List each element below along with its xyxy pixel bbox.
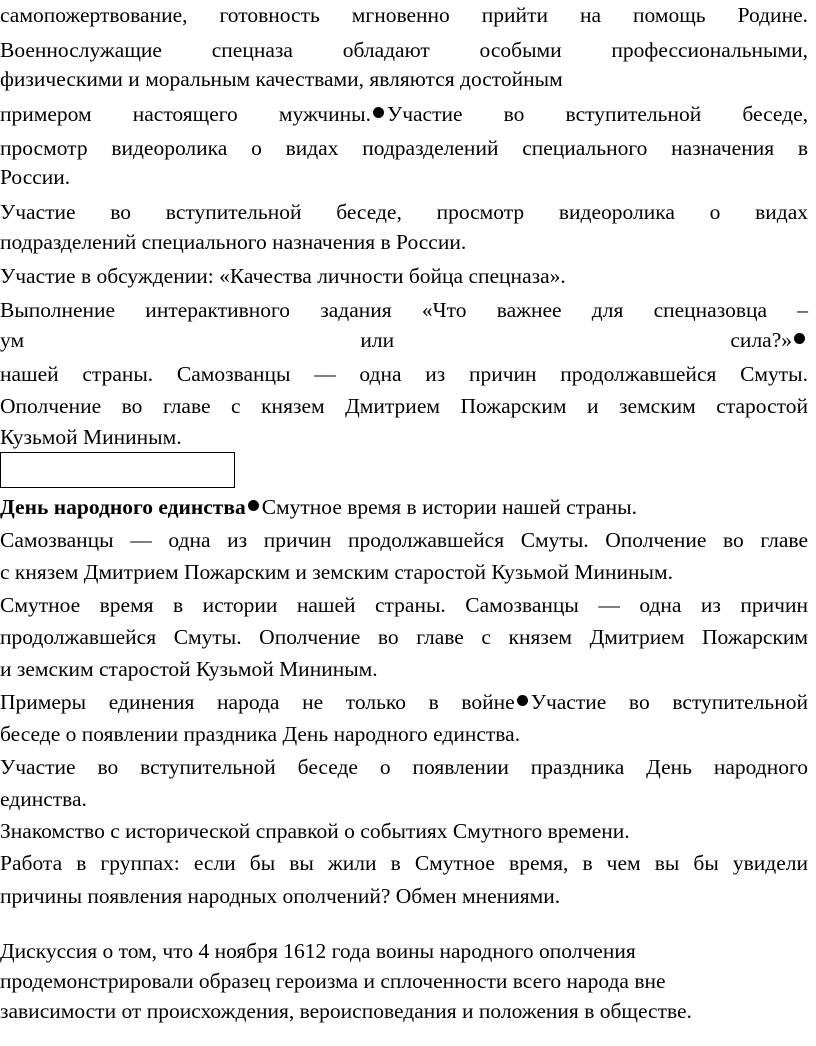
text-fragment: Смутное время в истории нашей страны. [261, 495, 637, 519]
text-line: причины появления народных ополчений? Обмен мнениями. [0, 884, 561, 908]
text-line: Участие в обсуждении: «Качества личности бойца спецназа». [0, 264, 566, 288]
text-line: продемонстрировали образец героизма и сплоченности всего народа вне [0, 969, 666, 993]
text-line: Участие во вступительной беседе, просмотр видеоролика о видах [0, 200, 808, 224]
text-fragment: или [360, 328, 395, 352]
bullet-icon [517, 695, 528, 706]
text-line [0, 326, 808, 354]
text-line: Кузьмой Мининым. [0, 425, 182, 449]
text-line: нашей страны. Самозванцы — одна из причин продолжавшейся Смуты. [0, 362, 808, 386]
text-line: Выполнение интерактивного задания «Что важнее для спецназовца – [0, 298, 808, 322]
text-line [0, 688, 808, 716]
text-line: и земским старостой Кузьмой Мининым. [0, 657, 378, 681]
text-line: России. [0, 165, 71, 189]
text-line: с князем Дмитрием Пожарским и земским старостой Кузьмой Мининым. [0, 560, 673, 584]
text-line: подразделений специального назначения в России. [0, 230, 467, 254]
text-line: беседе о появлении праздника День народного единства. [0, 722, 521, 746]
text-line: продолжавшейся Смуты. Ополчение во главе с князем Дмитрием Пожарским [0, 625, 808, 649]
text-line [0, 100, 808, 128]
text-fragment: Участие во вступительной [530, 690, 809, 714]
bullet-icon [794, 333, 805, 344]
text-line: Знакомство с исторической справкой о событиях Смутного времени. [0, 819, 630, 843]
text-line: Самозванцы — одна из причин продолжавшейся Смуты. Ополчение во главе [0, 528, 808, 552]
text-fragment-end: сила?» [730, 328, 808, 352]
bullet-icon [248, 500, 259, 511]
text-fragment: примером настоящего мужчины. [0, 102, 371, 126]
text-line: физическими и моральным качествами, являются достойным [0, 67, 563, 91]
text-line: самопожертвование, готовность мгновенно прийти на помощь Родине. [0, 3, 808, 27]
text-line: Дискуссия о том, что 4 ноября 1612 года воины народного ополчения [0, 939, 636, 963]
text-line: Смутное время в истории нашей страны. Самозванцы — одна из причин [0, 593, 808, 617]
bullet-icon [373, 107, 384, 118]
text-line: Работа в группах: если бы вы жили в Смутное время, в чем вы бы увидели [0, 851, 808, 875]
text-line: единства. [0, 787, 87, 811]
text-fragment: Примеры единения народа не только в войне [0, 690, 515, 714]
text-line: просмотр видеоролика о видах подразделений специального назначения в [0, 136, 808, 160]
text-line: зависимости от происхождения, вероисповедания и положения в обществе. [0, 999, 692, 1023]
text-fragment: ум [0, 328, 25, 352]
text-line [0, 493, 808, 521]
text-line: Военнослужащие спецназа обладают особыми профессиональными, [0, 38, 808, 62]
text-line: Участие во вступительной беседе о появлении праздника День народного [0, 755, 808, 779]
empty-frame [0, 452, 235, 488]
text-fragment: Участие во вступительной беседе, [386, 102, 808, 126]
text-line: Ополчение во главе с князем Дмитрием Пожарским и земским старостой [0, 394, 808, 418]
section-heading: День народного единства [0, 495, 246, 519]
